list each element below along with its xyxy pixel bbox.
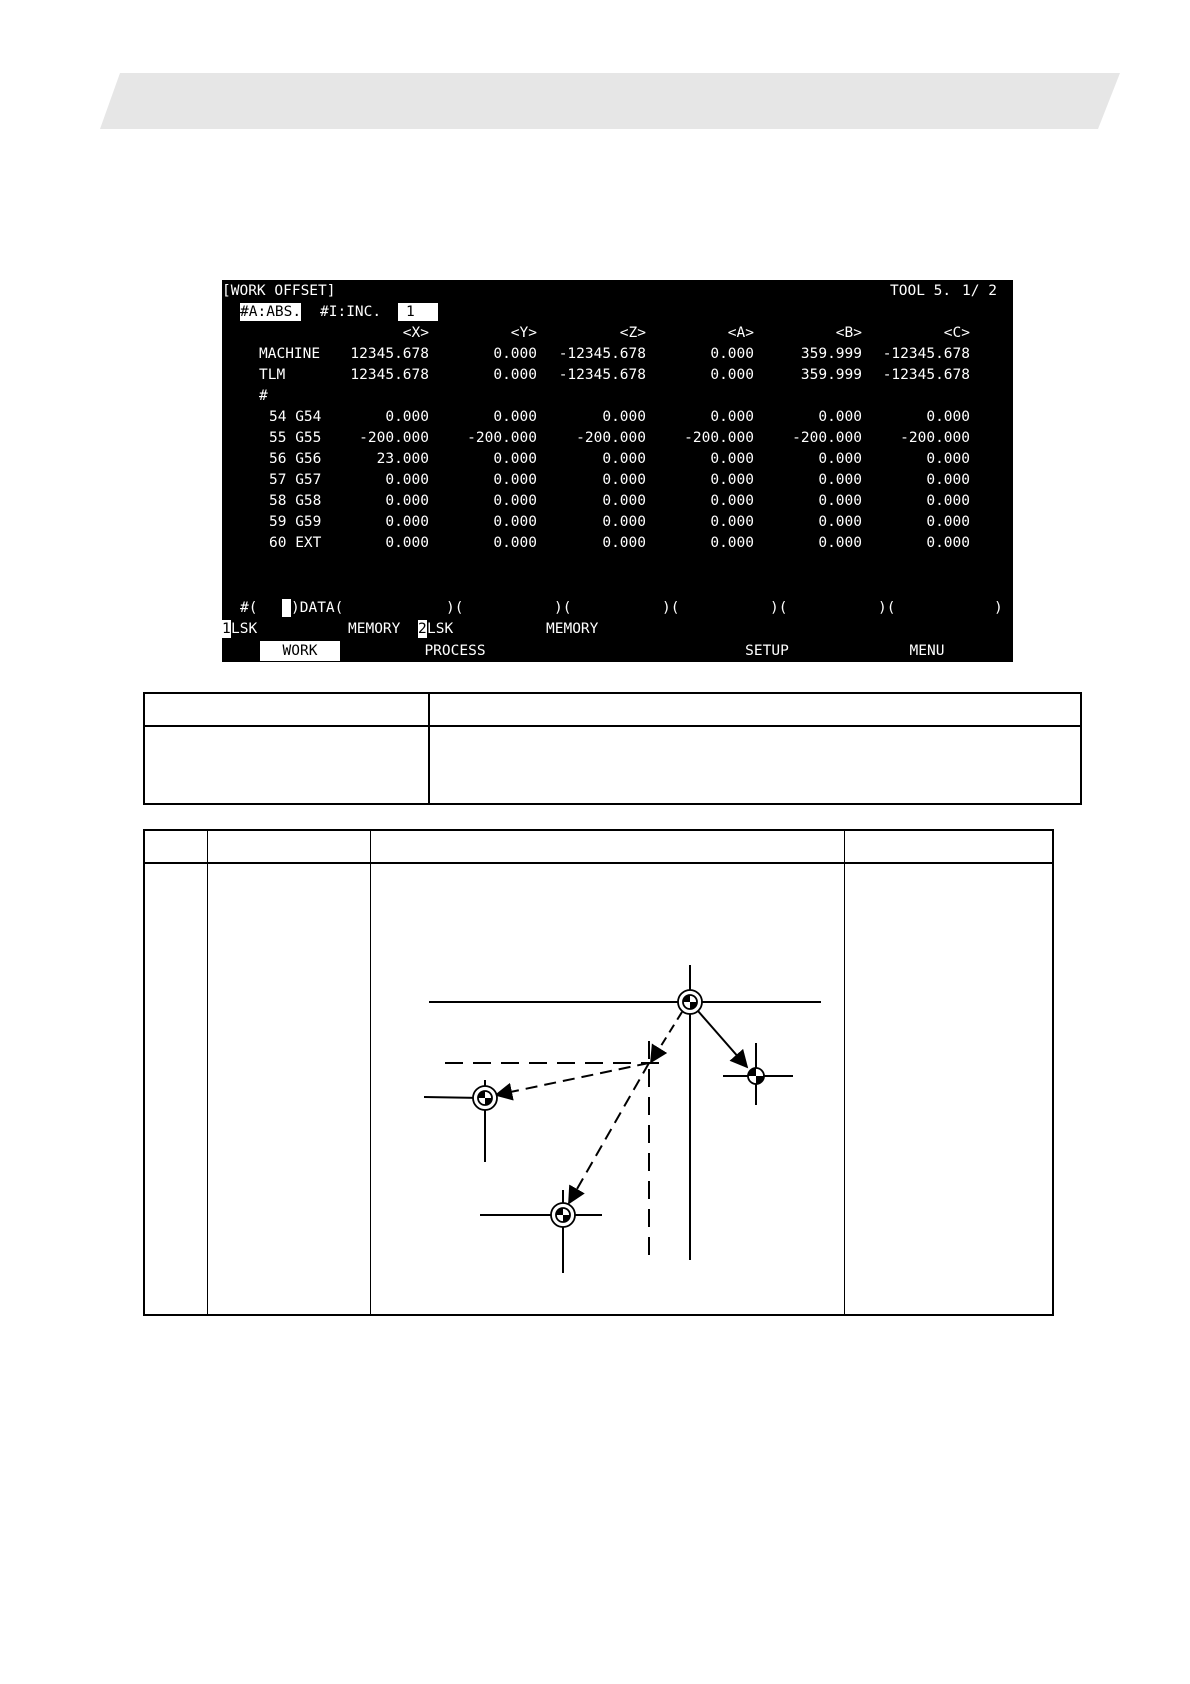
mode-inc-button[interactable]: #I:INC. (320, 304, 382, 320)
offset-row-label: 56 G56 (269, 451, 322, 467)
input-separator-1: )( (446, 600, 464, 616)
machine-value-b: 359.999 (800, 346, 862, 362)
machine-row-label: MACHINE (259, 346, 321, 362)
arrow-to-left-origin (496, 1063, 649, 1095)
offset-value-x: 0.000 (385, 472, 429, 488)
input-end: ) (994, 600, 1003, 616)
offset-value-x: 0.000 (385, 514, 429, 530)
softkey-setup[interactable]: SETUP (745, 643, 789, 659)
tlm-value-c: -12345.678 (882, 367, 970, 383)
offset-row-label: 58 G58 (269, 493, 322, 509)
tlm-value-y: 0.000 (493, 367, 537, 383)
offset-row-label: 60 EXT (269, 535, 322, 551)
offset-row-label: 55 G55 (269, 430, 322, 446)
axis-header-z: <Z> (619, 325, 646, 341)
offset-value-c: 0.000 (926, 514, 970, 530)
offset-value-c: 0.000 (926, 535, 970, 551)
input-separator-4: )( (770, 600, 788, 616)
offset-value-a: 0.000 (710, 451, 754, 467)
tlm-value-x: 12345.678 (350, 367, 429, 383)
description-table-header-rule (145, 862, 1052, 864)
offset-value-z: -200.000 (576, 430, 646, 446)
offset-value-b: 0.000 (818, 535, 862, 551)
work-offset-screen (222, 280, 1013, 662)
offset-value-z: 0.000 (602, 535, 646, 551)
offset-value-b: 0.000 (818, 472, 862, 488)
offset-value-x: 0.000 (385, 493, 429, 509)
offset-value-a: 0.000 (710, 493, 754, 509)
offset-row-label: 57 G57 (269, 472, 322, 488)
tlm-value-b: 359.999 (800, 367, 862, 383)
page-indicator: 1/ 2 (962, 283, 997, 299)
offset-value-z: 0.000 (602, 451, 646, 467)
offset-value-y: -200.000 (467, 430, 537, 446)
section-header-band (100, 73, 1120, 129)
softkey-work[interactable]: WORK (260, 641, 340, 661)
tlm-value-z: -12345.678 (558, 367, 646, 383)
slot2-number: 2 (418, 621, 427, 637)
offset-value-a: 0.000 (710, 514, 754, 530)
description-table-divider-2 (370, 831, 371, 1314)
offset-value-c: 0.000 (926, 493, 970, 509)
axis-header-x: <X> (402, 325, 429, 341)
offset-value-x: 0.000 (385, 409, 429, 425)
input-separator-5: )( (878, 600, 896, 616)
work-offset-diagram (420, 955, 830, 1275)
description-table-divider-1 (207, 831, 208, 1314)
input-number-field[interactable] (282, 599, 291, 617)
input-data-label: )DATA( (291, 600, 344, 616)
offset-value-z: 0.000 (602, 493, 646, 509)
axis-header-a: <A> (727, 325, 754, 341)
input-separator-2: )( (554, 600, 572, 616)
offset-row-label: 59 G59 (269, 514, 322, 530)
axis-header-c: <C> (943, 325, 970, 341)
offset-value-b: 0.000 (818, 409, 862, 425)
offset-value-a: 0.000 (710, 472, 754, 488)
slot2-label: LSK (427, 621, 454, 637)
parameter-table (143, 692, 1082, 805)
offset-value-c: 0.000 (926, 472, 970, 488)
offset-value-c: -200.000 (900, 430, 970, 446)
offset-value-c: 0.000 (926, 409, 970, 425)
slot2-mode: MEMORY (546, 621, 599, 637)
screen-title: [WORK OFFSET] (222, 283, 336, 299)
offset-value-b: -200.000 (792, 430, 862, 446)
description-table-divider-3 (844, 831, 845, 1314)
offset-value-a: 0.000 (710, 409, 754, 425)
input-hash-label: #( (240, 600, 258, 616)
offset-value-y: 0.000 (493, 535, 537, 551)
slot1-mode: MEMORY (348, 621, 401, 637)
offset-value-a: -200.000 (684, 430, 754, 446)
machine-value-a: 0.000 (710, 346, 754, 362)
machine-value-c: -12345.678 (882, 346, 970, 362)
softkey-process[interactable]: PROCESS (424, 643, 486, 659)
parameter-table-header-rule (145, 725, 1080, 727)
offset-number-header: # (259, 388, 268, 404)
axis-header-y: <Y> (510, 325, 537, 341)
slot1-number: 1 (222, 621, 231, 637)
arrow-to-tool-origin (698, 1011, 747, 1067)
offset-value-y: 0.000 (493, 493, 537, 509)
offset-value-z: 0.000 (602, 472, 646, 488)
inc-value-field[interactable]: 1 (398, 303, 438, 321)
softkey-menu[interactable]: MENU (909, 643, 945, 659)
offset-value-b: 0.000 (818, 493, 862, 509)
slot1-label: LSK (231, 621, 258, 637)
input-separator-3: )( (662, 600, 680, 616)
offset-value-b: 0.000 (818, 514, 862, 530)
axis-header-b: <B> (835, 325, 862, 341)
machine-value-z: -12345.678 (558, 346, 646, 362)
parameter-table-divider (428, 694, 430, 803)
offset-value-y: 0.000 (493, 514, 537, 530)
tlm-value-a: 0.000 (710, 367, 754, 383)
offset-row-label: 54 G54 (269, 409, 322, 425)
offset-value-x: 23.000 (376, 451, 429, 467)
mode-abs-button[interactable]: #A:ABS. (240, 304, 302, 320)
offset-value-y: 0.000 (493, 472, 537, 488)
offset-value-y: 0.000 (493, 451, 537, 467)
machine-value-y: 0.000 (493, 346, 537, 362)
offset-value-z: 0.000 (602, 514, 646, 530)
offset-value-a: 0.000 (710, 535, 754, 551)
tlm-row-label: TLM (259, 367, 286, 383)
tool-info: TOOL 5. (890, 283, 952, 299)
arrow-to-external-offset (651, 1012, 682, 1062)
machine-value-x: 12345.678 (350, 346, 429, 362)
offset-value-x: -200.000 (359, 430, 429, 446)
offset-value-x: 0.000 (385, 535, 429, 551)
offset-value-b: 0.000 (818, 451, 862, 467)
offset-value-c: 0.000 (926, 451, 970, 467)
arrow-to-bottom-origin (569, 1063, 649, 1203)
offset-value-z: 0.000 (602, 409, 646, 425)
offset-value-y: 0.000 (493, 409, 537, 425)
